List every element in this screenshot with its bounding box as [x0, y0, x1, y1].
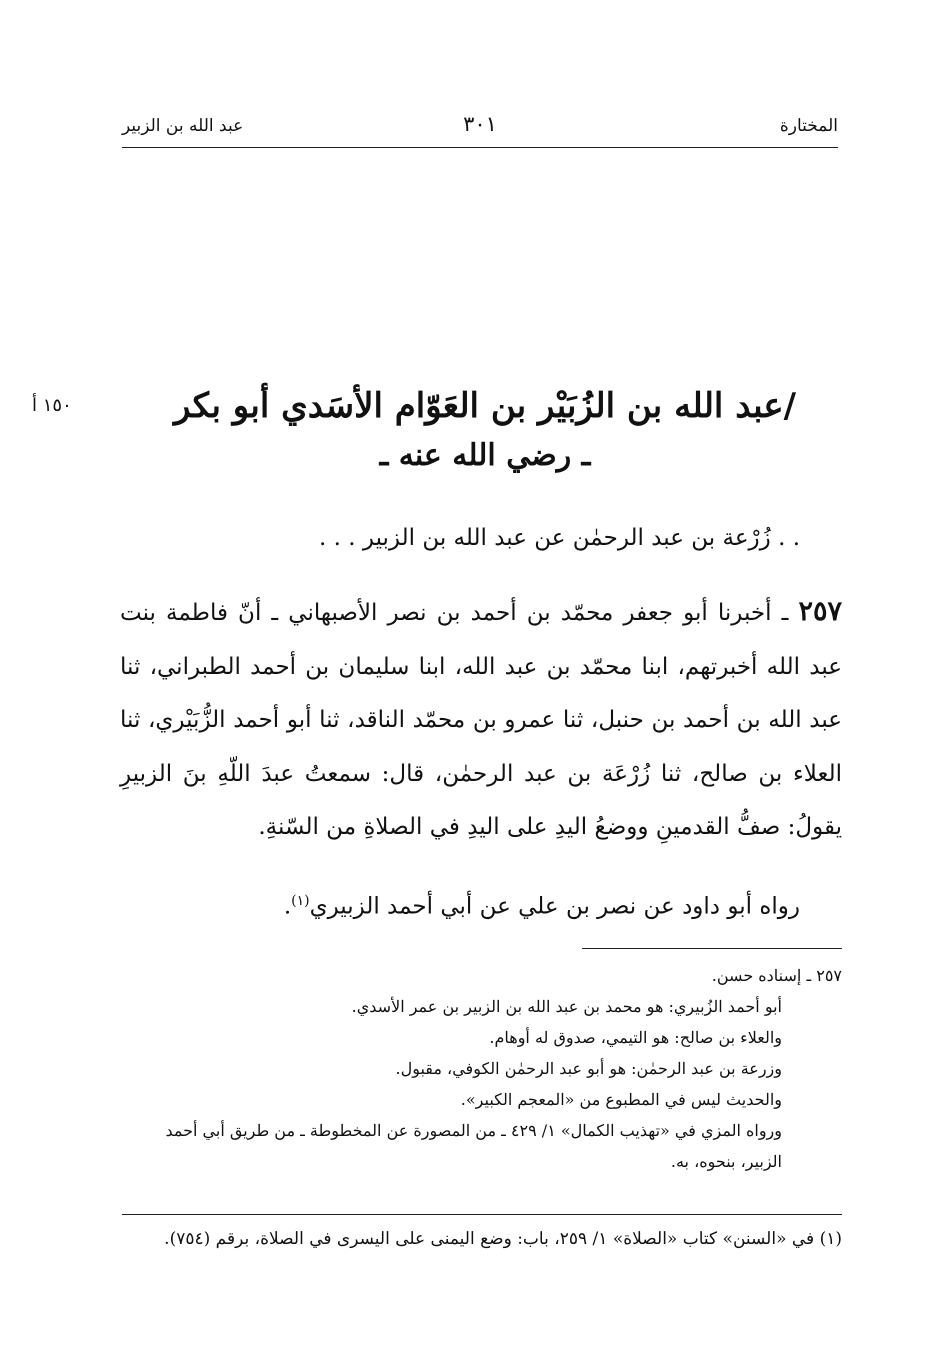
editor-notes	[122, 960, 842, 1177]
note-line: وزرعة بن عبد الرحمٰن: هو أبو عبد الرحمٰن الكوفي، مقبول.	[395, 1059, 782, 1078]
hadith-number: ٢٥٧	[798, 596, 843, 627]
note-line: ورواه المزي في «تهذيب الكمال» ١/ ٤٢٩ ـ من المصورة عن المخطوطة ـ من طريق أبي أحمد الزبير، بنحوه، به.	[165, 1121, 782, 1171]
notes-rule	[582, 948, 842, 949]
narration-end: .	[283, 893, 292, 920]
note-line: والحديث ليس في المطبوع من «المعجم الكبير».	[460, 1090, 782, 1109]
note-line: والعلاء بن صالح: هو التيمي، صدوق له أوهام.	[489, 1028, 782, 1047]
book-title: المختارة	[779, 116, 838, 136]
chapter-title: /عبد الله بن الزُبَيْر بن العَوّام الأسَدي أبو بكر	[173, 386, 797, 426]
running-header	[122, 112, 838, 142]
chapter-subtitle: ـ رضي الله عنه ـ	[379, 438, 591, 473]
narrator-chain-heading: . . زُرْعة بن عبد الرحمٰن عن عبد الله بن الزبير . . .	[319, 525, 800, 551]
chapter-running-title: عبد الله بن الزبير	[122, 116, 244, 136]
manuscript-folio-note: ١٥٠ أ	[32, 395, 72, 416]
header-rule	[122, 147, 838, 148]
footnote-marker: (١)	[291, 893, 310, 909]
page-number: ٣٠١	[463, 112, 497, 136]
hadith-text: ـ أخبرنا أبو جعفر محمّد بن أحمد بن نصر الأصبهاني ـ أنّ فاطمة بنت عبد الله أخبرتهم، ابنا محمّد بن عبد الله، ابنا سليمان بن أحمد الطبراني، ثنا عبد الله بن أحمد بن حنبل، ثنا عمرو بن محمّد الناقد، ثنا أبو أحمد الزُّبَيْري، ثنا العلاء بن صالح، ثنا زُرْعَة بن عبد الرحمٰن، قال: سمعتُ عبدَ اللّهِ بنَ الزبيرِ يقولُ: صفُّ القدمينِ ووضعُ اليدِ على اليدِ في الصلاةِ من السّنةِ.	[120, 600, 842, 840]
narration-line	[180, 893, 800, 920]
note-heading: ٢٥٧ ـ إسناده حسن.	[711, 966, 842, 985]
footnote-rule	[122, 1214, 842, 1215]
narration-text: رواه أبو داود عن نصر بن علي عن أبي أحمد الزبيري	[309, 893, 800, 920]
hadith-paragraph	[120, 585, 842, 855]
footnote: (١) في «السنن» كتاب «الصلاة» ١/ ٢٥٩، باب: وضع اليمنى على اليسرى في الصلاة، برقم (٧٥٤).	[164, 1229, 842, 1249]
note-line: أبو أحمد الزُبيري: هو محمد بن عبد الله بن الزبير بن عمر الأسدي.	[351, 997, 782, 1016]
